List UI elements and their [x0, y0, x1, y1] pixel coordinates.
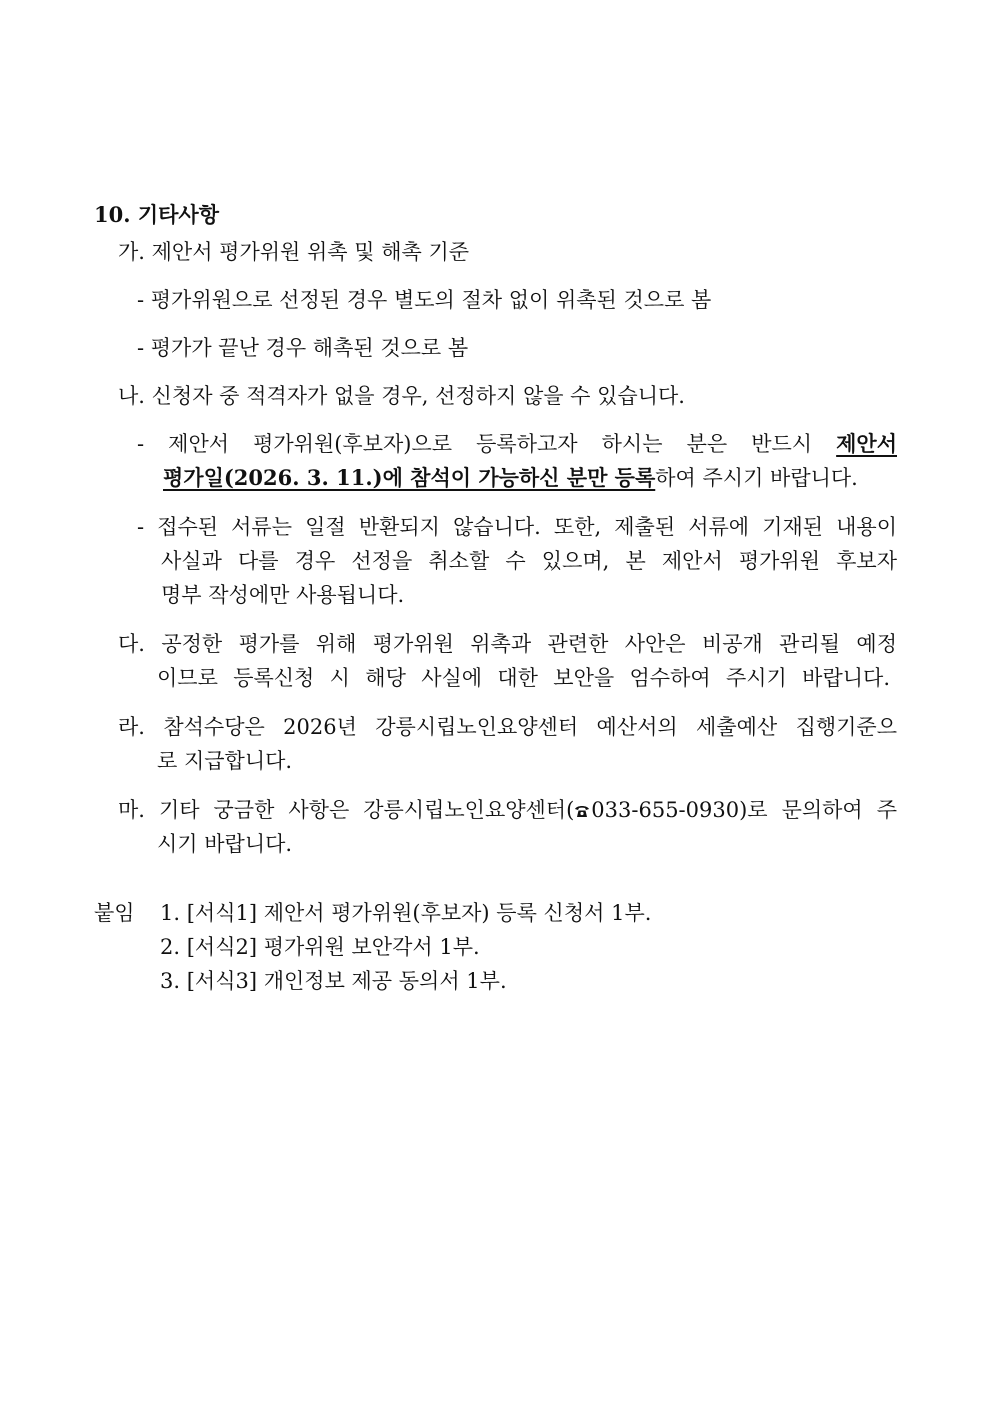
attachment-item-1: 1. [서식1] 제안서 평가위원(후보자) 등록 신청서 1부. — [160, 901, 652, 925]
attachment-item-3: 3. [서식3] 개인정보 제공 동의서 1부. — [160, 969, 507, 993]
telephone-icon — [574, 803, 590, 819]
item-na-bullet-1-prefix: - 제안서 평가위원(후보자)으로 등록하고자 하시는 분은 반드시 — [137, 432, 837, 456]
item-ma-prefix: 마. 기타 궁금한 사항은 강릉시립노인요양센터( — [118, 798, 575, 822]
item-na-bullet-1-emphasis-1: 제안서 — [836, 431, 897, 456]
item-na-bullet-1-suffix: 하여 주시기 바랍니다. — [655, 466, 858, 490]
item-na-bullet-1-line-2 — [163, 463, 858, 493]
item-na-bullet-2-line-3: 명부 작성에만 사용됩니다. — [161, 583, 405, 607]
item-ga-bullet-2: - 평가가 끝난 경우 해촉된 것으로 봄 — [137, 336, 469, 360]
attachment-item-2: 2. [서식2] 평가위원 보안각서 1부. — [160, 935, 480, 959]
item-ma-line-1 — [118, 795, 897, 825]
item-ra-line-2: 로 지급합니다. — [157, 749, 293, 773]
item-ma-line-2: 시기 바랍니다. — [157, 832, 293, 856]
item-na-label: 나. 신청자 중 적격자가 없을 경우, 선정하지 않을 수 있습니다. — [118, 384, 685, 408]
item-da-line-1: 다. 공정한 평가를 위해 평가위원 위촉과 관련한 사안은 비공개 관리될 예정 — [118, 632, 897, 656]
item-ga-bullet-1: - 평가위원으로 선정된 경우 별도의 절차 없이 위촉된 것으로 봄 — [137, 288, 712, 312]
item-na-bullet-2-line-1: - 접수된 서류는 일절 반환되지 않습니다. 또한, 제출된 서류에 기재된 내용이 — [137, 515, 897, 539]
item-na-bullet-2-line-2: 사실과 다를 경우 선정을 취소할 수 있으며, 본 제안서 평가위원 후보자 — [161, 549, 897, 573]
item-da-line-2: 이므로 등록신청 시 해당 사실에 대한 보안을 엄수하여 주시기 바랍니다. — [157, 666, 890, 690]
item-ma-suffix: 033-655-0930)로 문의하여 주 — [591, 798, 897, 822]
section-title: 10. 기타사항 — [94, 202, 219, 227]
item-ga-label: 가. 제안서 평가위원 위촉 및 해촉 기준 — [118, 240, 470, 264]
item-ra-line-1: 라. 참석수당은 2026년 강릉시립노인요양센터 예산서의 세출예산 집행기준으 — [118, 715, 897, 739]
item-na-bullet-1-line-1 — [137, 429, 897, 459]
item-na-bullet-1-emphasis-2: 평가일(2026. 3. 11.)에 참석이 가능하신 분만 등록 — [163, 465, 656, 490]
attachments-label: 붙임 — [94, 901, 135, 925]
